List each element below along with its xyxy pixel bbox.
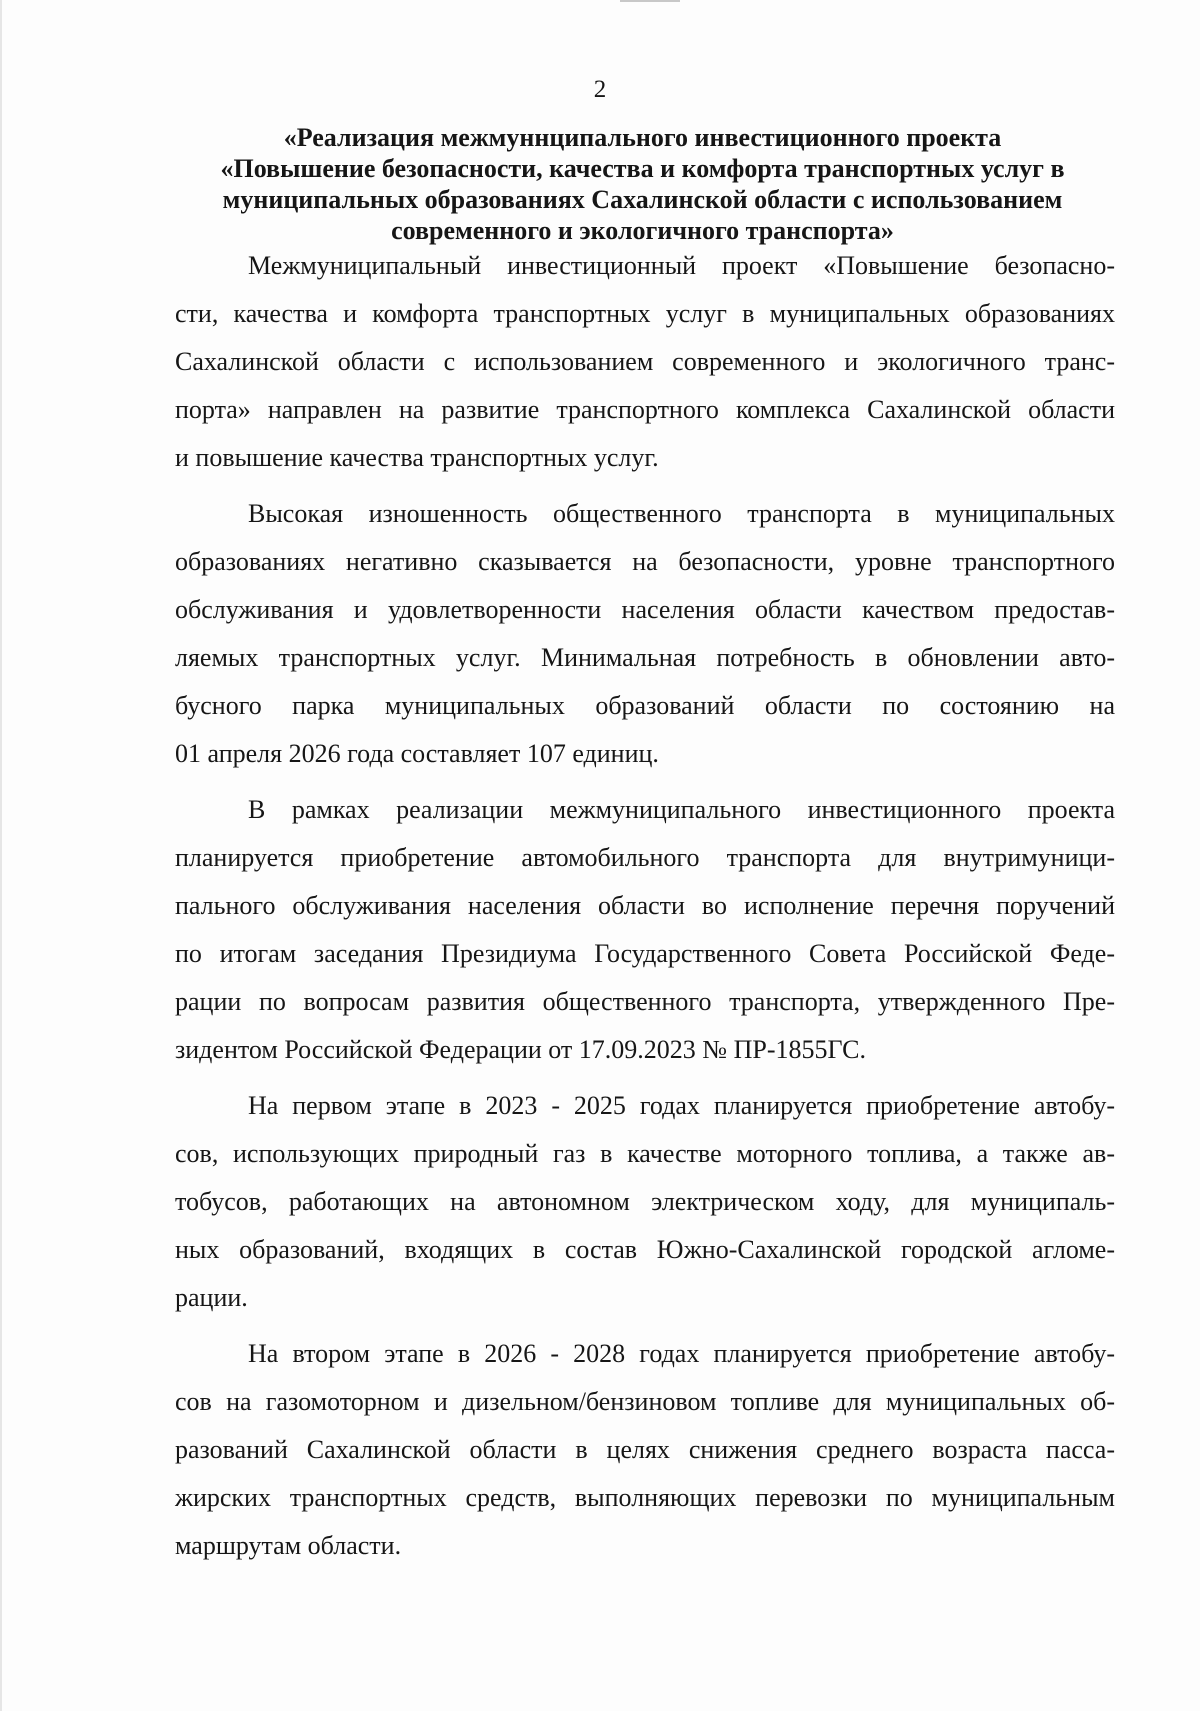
text-line: разований Сахалинской области в целях снижения среднего возраста пасса- [175,1435,1115,1464]
heading-line: современного и экологичного транспорта» [391,216,894,245]
text-line: планируется приобретение автомобильного транспорта для внутримуници- [175,843,1115,872]
paragraph-fleet-wear [175,490,1115,778]
text-line: по итогам заседания Президиума Государственного Совета Российской Феде- [175,939,1115,968]
text-line: Сахалинской области с использованием современного и экологичного транс- [175,347,1115,376]
text-line: На первом этапе в 2023 - 2025 годах планируется приобретение автобу- [248,1091,1115,1120]
text-line: рации. [175,1283,248,1312]
text-line: жирских транспортных средств, выполняющих перевозки по муниципальным [175,1483,1115,1512]
text-line: ных образований, входящих в состав Южно-Сахалинской городской агломе- [175,1235,1115,1264]
text-line: маршрутам области. [175,1531,402,1560]
paragraph-acquisition-plan [175,786,1115,1074]
text-line: сов на газомоторном и дизельном/бензиновом топливе для муниципальных об- [175,1387,1115,1416]
page-edge [0,0,2,1711]
text-line: ляемых транспортных услуг. Минимальная потребность в обновлении авто- [175,643,1115,672]
page-number: 2 [593,76,607,103]
heading-line: «Реализация межмуннципального инвестиционного проекта [283,123,1002,152]
text-line: рации по вопросам развития общественного транспорта, утвержденного Пре- [175,987,1115,1016]
text-line: сов, использующих природный газ в качестве моторного топлива, а также ав- [175,1139,1115,1168]
text-line: Межмуниципальный инвестиционный проект «Повышение безопасно- [248,251,1115,280]
paragraph-stage-two [175,1330,1115,1570]
heading-line: муниципальных образованиях Сахалинской области с использованием [222,185,1063,214]
text-line: 01 апреля 2026 года составляет 107 единиц. [175,739,659,768]
text-line: и повышение качества транспортных услуг. [175,443,659,472]
text-line: Высокая изношенность общественного транспорта в муниципальных [248,499,1115,528]
scan-artifact [620,0,680,2]
text-line: обслуживания и удовлетворенности населения области качеством предостав- [175,595,1115,624]
text-line: сти, качества и комфорта транспортных услуг в муниципальных образованиях [175,299,1115,328]
text-line: бусного парка муниципальных образований области по состоянию на [175,691,1115,720]
heading-line: «Повышение безопасности, качества и комфорта транспортных услуг в [220,154,1065,183]
text-line: зидентом Российской Федерации от 17.09.2023 № ПР-1855ГС. [175,1035,867,1064]
paragraph-stage-one [175,1082,1115,1322]
text-line: тобусов, работающих на автономном электрическом ходу, для муниципаль- [175,1187,1115,1216]
text-line: образованиях негативно сказывается на безопасности, уровне транспортного [175,547,1115,576]
text-line: На втором этапе в 2026 - 2028 годах планируется приобретение автобу- [248,1339,1115,1368]
section-heading [150,122,1135,246]
text-line: пального обслуживания населения области во исполнение перечня поручений [175,891,1115,920]
body-text [175,242,1115,1578]
text-line: порта» направлен на развитие транспортного комплекса Сахалинской области [175,395,1115,424]
text-line: В рамках реализации межмуниципального инвестиционного проекта [248,795,1115,824]
paragraph-project-description [175,242,1115,482]
